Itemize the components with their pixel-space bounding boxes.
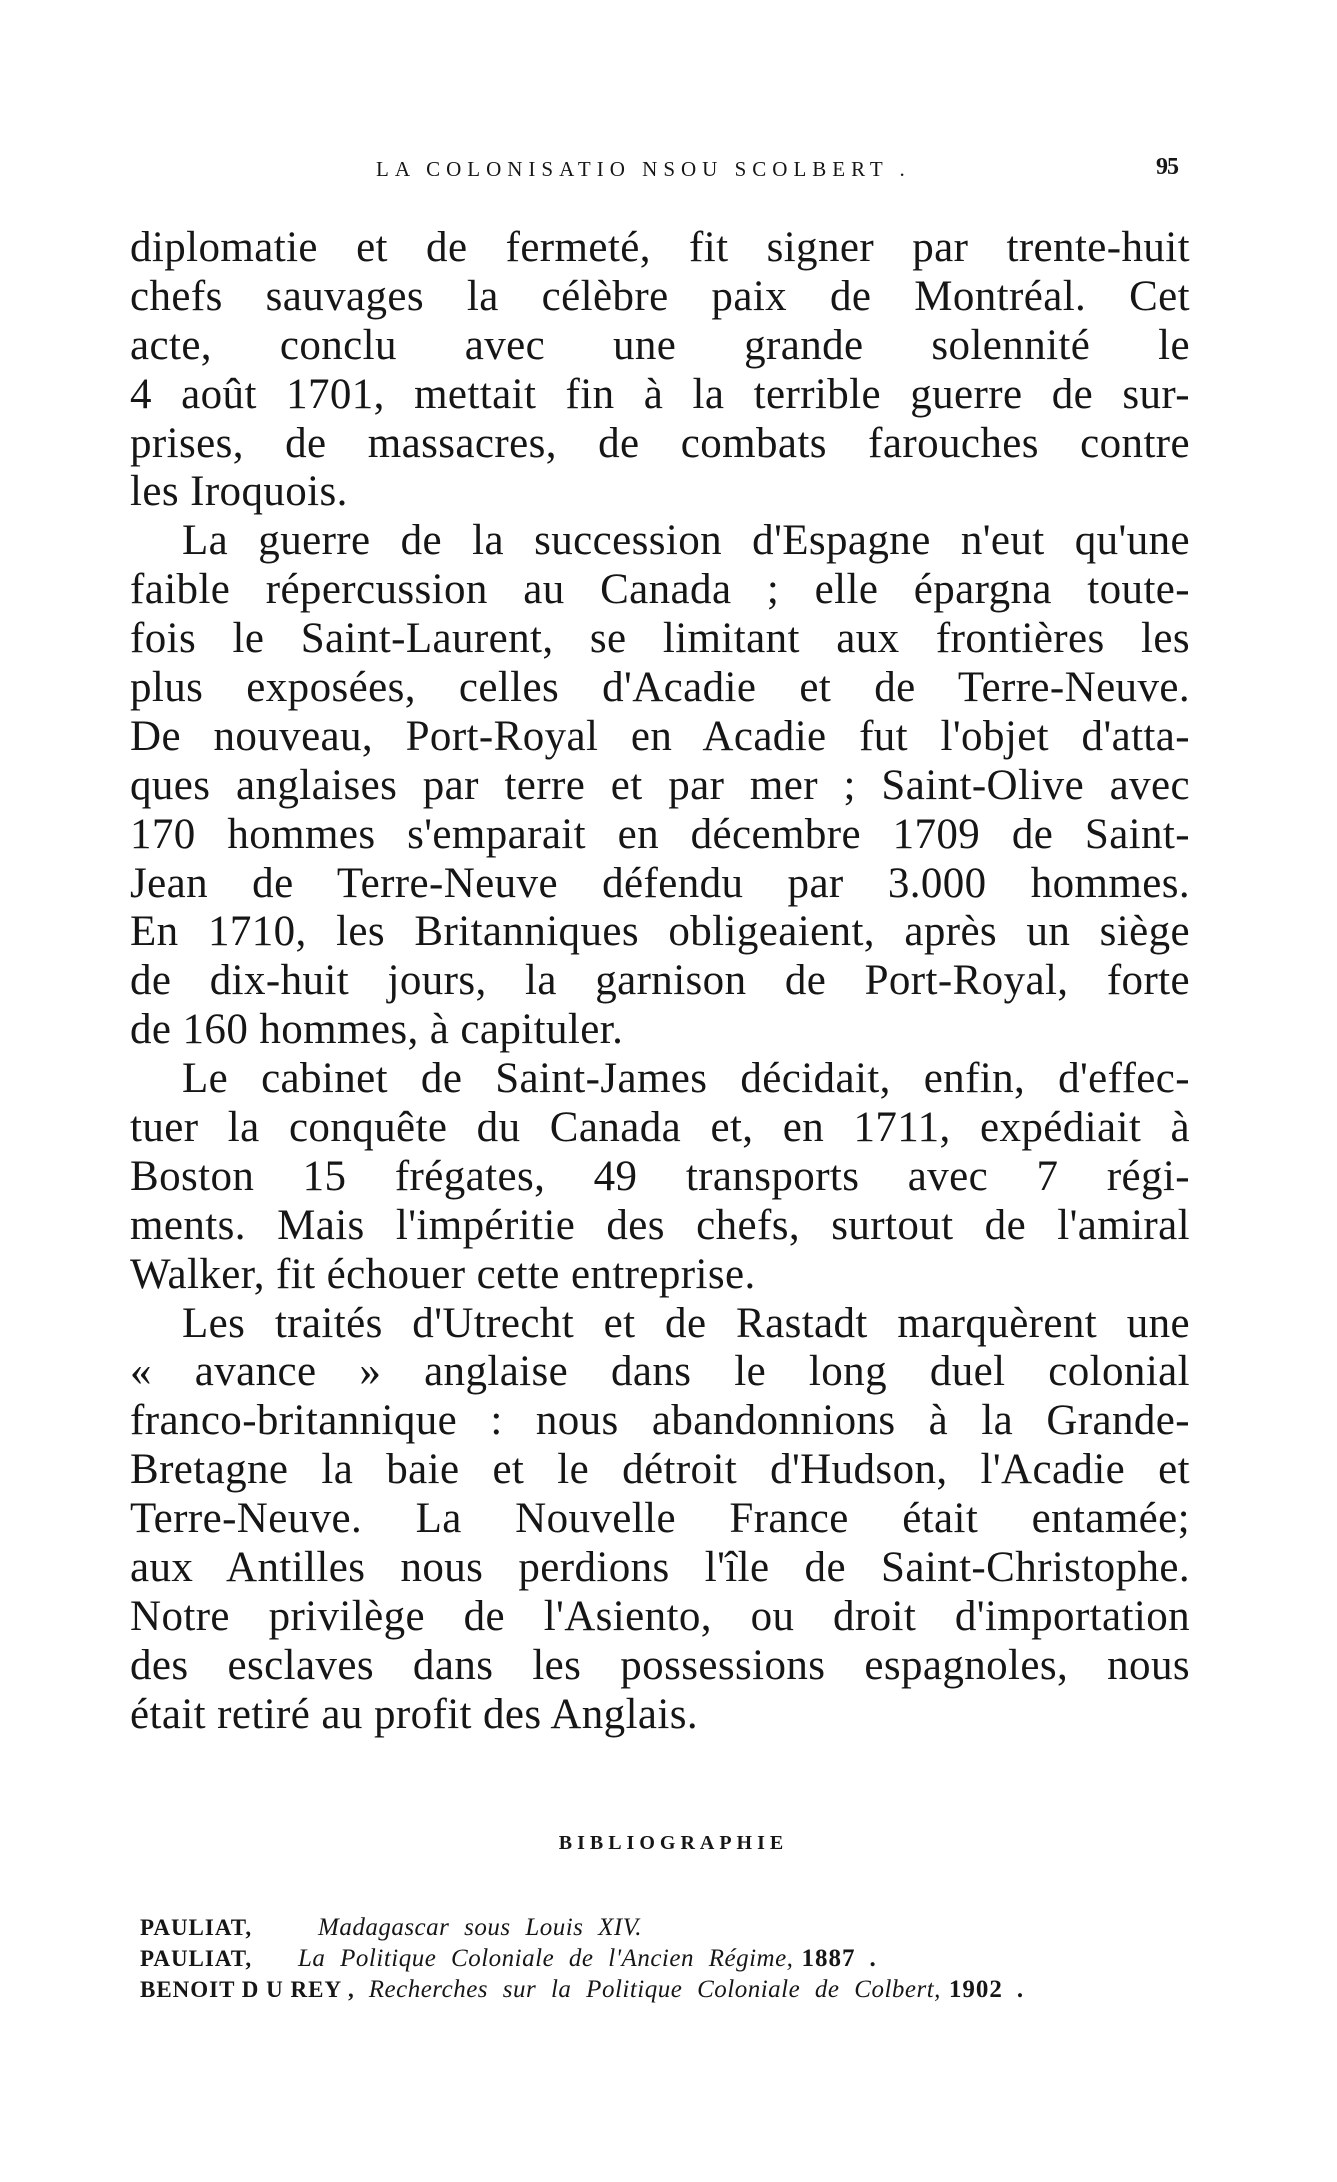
text-line: des esclaves dans les possessions espagnoles, nous [130, 1641, 1190, 1689]
bibliography-entry [140, 1943, 1190, 1974]
text-line: les Iroquois. [130, 468, 348, 516]
text-line: Notre privilège de l'Asiento, ou droit d'importation [130, 1592, 1190, 1640]
text-line: Jean de Terre-Neuve défendu par 3.000 hommes. [130, 859, 1190, 907]
bibliography-entry [140, 1912, 1190, 1943]
text-line: chefs sauvages la célèbre paix de Montréal. Cet [130, 272, 1190, 320]
page-number: 95 [1156, 154, 1178, 180]
text-line: franco-britannique : nous abandonnions à la Grande- [130, 1397, 1190, 1445]
text-line: fois le Saint-Laurent, se limitant aux frontières les [130, 615, 1190, 663]
bibliography-year: 1887 [801, 1945, 856, 1972]
text-line: Walker, fit échouer cette entreprise. [130, 1250, 756, 1298]
text-line: diplomatie et de fermeté, fit signer par trente-huit [130, 224, 1190, 271]
bibliography-year: 1902 [948, 1976, 1003, 2003]
text-line: Bretagne la baie et le détroit d'Hudson, l'Acadie et [130, 1446, 1190, 1494]
paragraph-first-line: La guerre de la succession d'Espagne n'eut qu'une [182, 517, 1190, 565]
bibliography-end-mark: . [869, 1945, 876, 1972]
text-line: « avance » anglaise dans le long duel colonial [130, 1348, 1190, 1396]
text-line: ments. Mais l'impéritie des chefs, surtout de l'amiral [130, 1201, 1190, 1249]
bibliography-entry [140, 1974, 1190, 2005]
text-line: Terre-Neuve. La Nouvelle France était entamée; [130, 1495, 1190, 1543]
paragraph-first-line: Le cabinet de Saint-James décidait, enfin, d'effec- [182, 1055, 1190, 1103]
text-line: faible répercussion au Canada ; elle épargna toute- [130, 566, 1190, 614]
bibliography-author: PAULIAT, [140, 1915, 253, 1940]
bibliography-title: Madagascar sous Louis XIV. [318, 1914, 643, 1941]
text-line: prises, de massacres, de combats farouches contre [130, 419, 1190, 467]
text-line: De nouveau, Port-Royal en Acadie fut l'objet d'atta- [130, 712, 1190, 760]
bibliography-title: La Politique Coloniale de l'Ancien Régime, [298, 1945, 794, 1972]
body-text [130, 224, 1190, 1740]
text-line: Boston 15 frégates, 49 transports avec 7 régi- [130, 1152, 1190, 1200]
text-line: acte, conclu avec une grande solennité le [130, 321, 1190, 369]
bibliography-author: PAULIAT, [140, 1946, 253, 1971]
text-line: 170 hommes s'emparait en décembre 1709 de Saint- [130, 810, 1190, 858]
text-line: En 1710, les Britanniques obligeaient, après un siège [130, 908, 1190, 956]
text-line: aux Antilles nous perdions l'île de Saint-Christophe. [130, 1544, 1190, 1592]
bibliography-list [140, 1912, 1190, 2005]
running-header-title: LA COLONISATIO NSOU SCOLBERT . [376, 157, 911, 181]
bibliography-end-mark: . [1016, 1976, 1024, 2003]
bibliography-title: Recherches sur la Politique Coloniale de Colbert, [368, 1976, 941, 2003]
text-line: 4 août 1701, mettait fin à la terrible guerre de sur- [130, 370, 1190, 418]
text-line: tuer la conquête du Canada et, en 1711, expédiait à [130, 1104, 1190, 1152]
text-line: de dix-huit jours, la garnison de Port-Royal, forte [130, 957, 1190, 1005]
text-line: était retiré au profit des Anglais. [130, 1690, 699, 1738]
bibliography-heading: BIBLIOGRAPHIE [558, 1832, 789, 1854]
text-line: plus exposées, celles d'Acadie et de Terre-Neuve. [130, 664, 1190, 712]
text-line: ques anglaises par terre et par mer ; Saint-Olive avec [130, 761, 1190, 809]
bibliography-author: BENOIT D U REY , [140, 1977, 355, 2002]
paragraph-first-line: Les traités d'Utrecht et de Rastadt marquèrent une [182, 1299, 1190, 1347]
text-line: de 160 hommes, à capituler. [130, 1006, 624, 1054]
